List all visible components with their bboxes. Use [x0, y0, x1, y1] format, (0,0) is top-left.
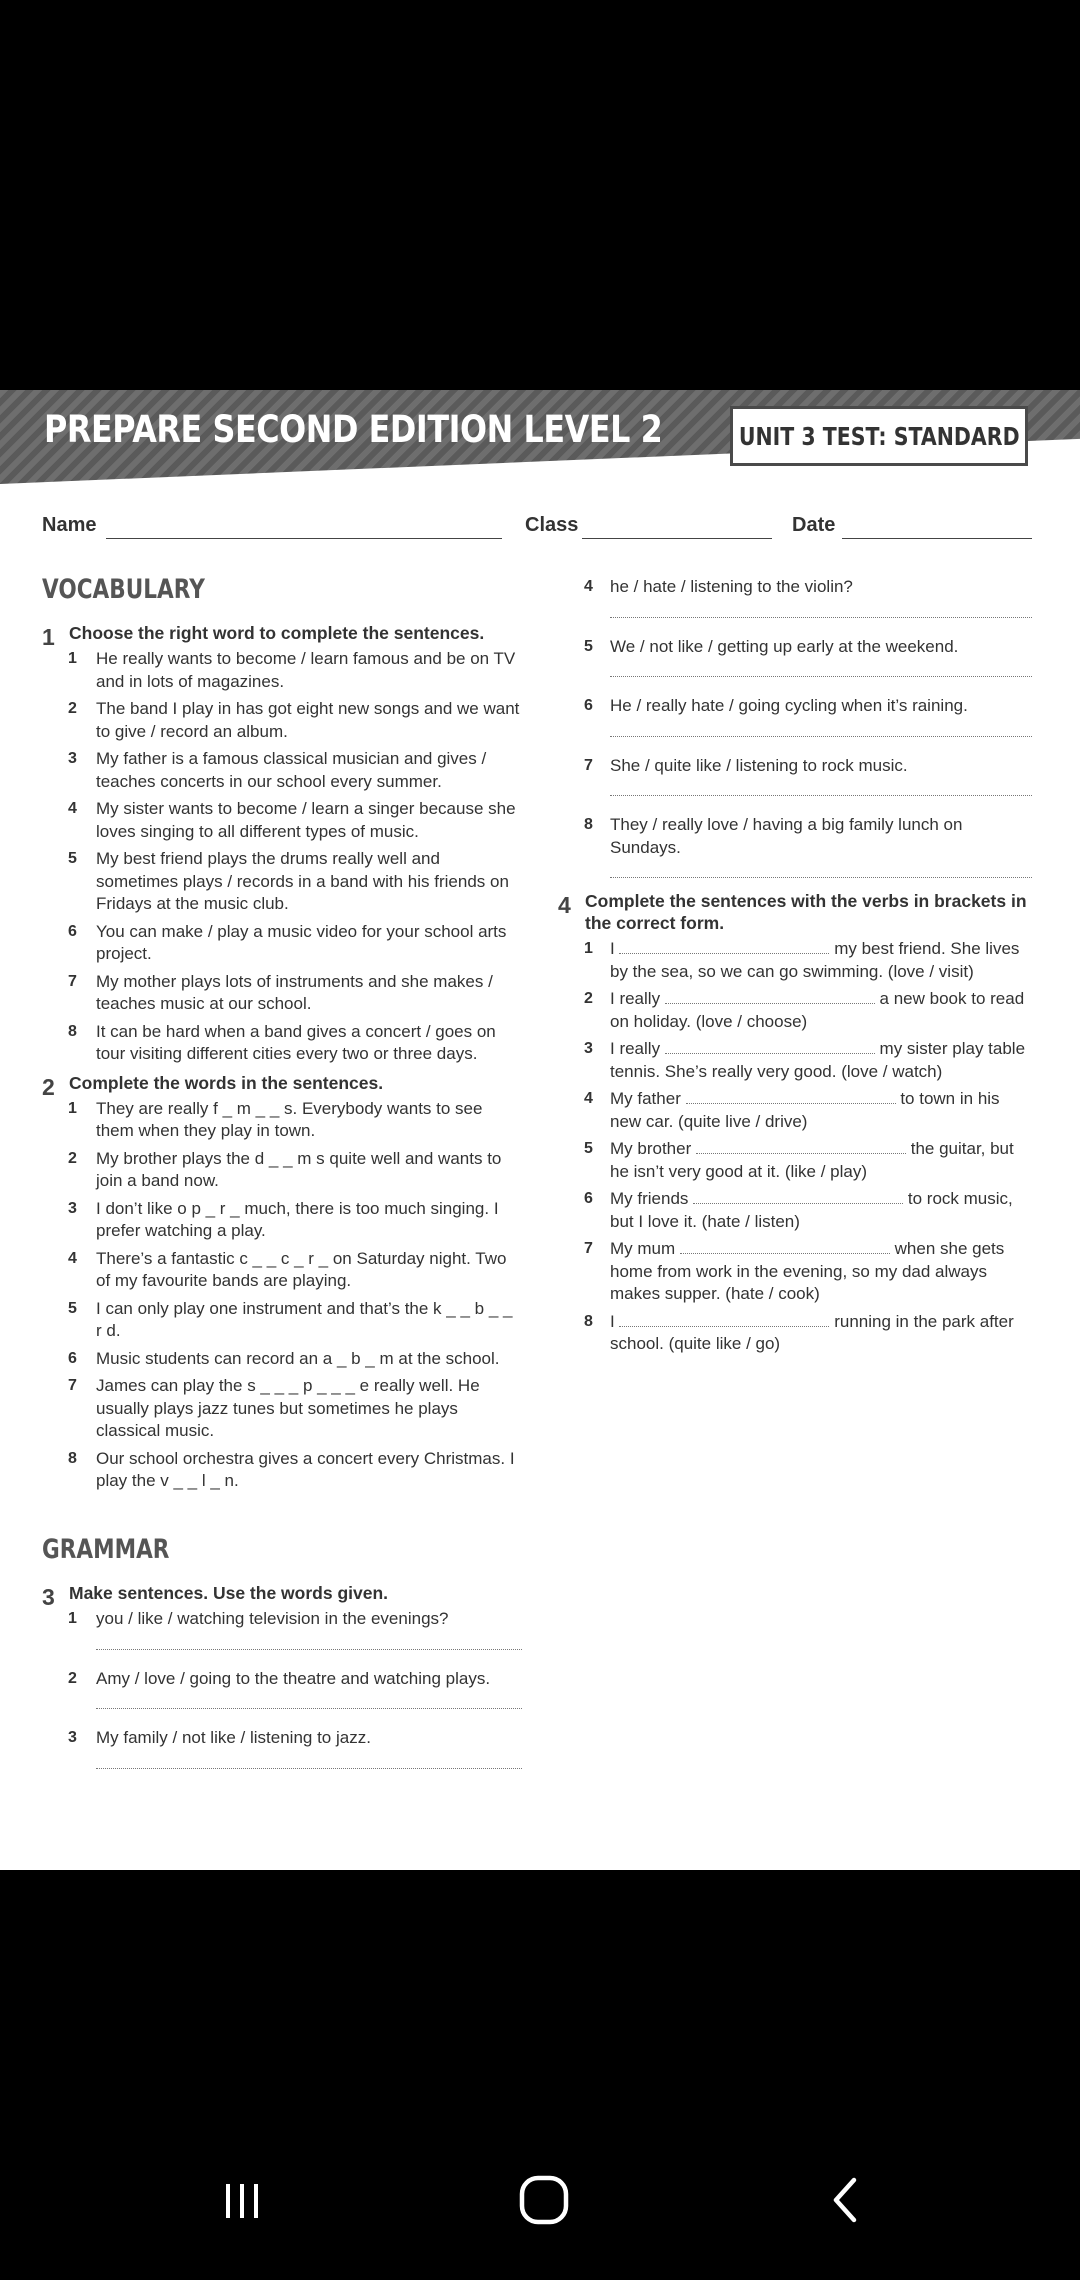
- item-number: 2: [584, 990, 593, 1007]
- list-item: My family / not like / listening to jazz.: [96, 1728, 371, 1747]
- list-item: She / quite like / listening to rock music.: [610, 755, 908, 775]
- list-item: He / really hate / going cycling when it’s raining.: [610, 696, 968, 715]
- name-label: Name: [42, 514, 97, 536]
- item-number: 7: [68, 1377, 77, 1394]
- answer-line[interactable]: [96, 1708, 522, 1709]
- list-item: He really wants to become / learn famous and be on TV and in lots of magazines.: [96, 649, 516, 691]
- item-number: 5: [584, 637, 593, 655]
- exercise-instruction: Choose the right word to complete the sentences.: [69, 623, 485, 643]
- sentence-end: a new book to read on holiday. (love / choose): [610, 989, 1025, 1031]
- class-line: [582, 538, 772, 539]
- item-number: 7: [584, 1240, 593, 1257]
- exercise-number: 4: [558, 892, 571, 918]
- sentence-end: when she gets home from work in the evening, so my dad always makes supper. (hate / cook): [610, 1239, 1005, 1303]
- name-line: [106, 538, 502, 539]
- exercise-3-left: [42, 1576, 522, 1787]
- answer-blank[interactable]: [693, 1189, 903, 1204]
- recent-apps-icon: [218, 2176, 266, 2224]
- list-item: The band I play in has got eight new songs and we want to give / record an album.: [96, 699, 520, 741]
- item-number: 1: [68, 1099, 77, 1117]
- sentence-start: My brother: [610, 1139, 692, 1158]
- answer-blank[interactable]: [665, 1039, 875, 1054]
- item-number: 5: [68, 850, 77, 867]
- sentence-end: to town in his new car. (quite live / drive): [610, 1089, 1000, 1131]
- item-number: 6: [68, 1349, 77, 1367]
- item-number: 6: [68, 922, 77, 940]
- list-item: There’s a fantastic c _ _ c _ r _ on Saturday night. Two of my favourite bands are playing.: [96, 1248, 507, 1290]
- exercise-4-header: [558, 890, 1034, 934]
- sentence-start: I: [610, 1311, 615, 1331]
- list-item: We / not like / getting up early at the weekend.: [610, 636, 959, 656]
- item-number: 3: [68, 1199, 77, 1217]
- right-column: [584, 576, 1032, 896]
- sentence-start: I really: [610, 989, 661, 1008]
- list-item: I don’t like o p _ r _ much, there is too much singing. I prefer watching a play.: [96, 1198, 499, 1240]
- answer-line[interactable]: [610, 736, 1032, 737]
- item-number: 1: [68, 1610, 77, 1627]
- item-number: 2: [68, 1669, 77, 1687]
- exercise-instruction: Make sentences. Use the words given.: [69, 1583, 389, 1603]
- date-label: Date: [792, 514, 836, 536]
- sentence-start: My mum: [610, 1239, 676, 1258]
- list-item: Our school orchestra gives a concert every Christmas. I play the v _ _ l _ n.: [96, 1448, 515, 1490]
- list-item: you / like / watching television in the evenings?: [96, 1609, 449, 1628]
- answer-blank[interactable]: [680, 1239, 890, 1254]
- list-item: You can make / play a music video for your school arts project.: [96, 921, 507, 963]
- answer-line[interactable]: [610, 676, 1032, 677]
- exercise-2-header: [42, 1072, 522, 1100]
- list-item: They are really f _ m _ _ s. Everybody wants to see them when they play in town.: [96, 1098, 483, 1140]
- item-number: 5: [68, 1299, 77, 1317]
- worksheet-page: [0, 390, 1080, 1870]
- list-item: James can play the s _ _ _ p _ _ _ e really well. He usually plays jazz tunes but sometimes he plays classical music.: [96, 1376, 480, 1440]
- sentence-start: I: [610, 939, 615, 958]
- sentence-end: to rock music, but I love it. (hate / listen): [610, 1189, 1013, 1231]
- item-number: 1: [68, 650, 77, 667]
- item-number: 8: [68, 1022, 77, 1040]
- answer-blank[interactable]: [665, 989, 875, 1004]
- unit-label: UNIT 3 TEST: STANDARD: [738, 421, 1020, 451]
- vocabulary-heading: VOCABULARY: [42, 574, 205, 605]
- list-item: My best friend plays the drums really well and sometimes plays / records in a band with his friends on Fridays at the music club.: [96, 849, 509, 913]
- sentence-end: my sister play table tennis. She’s really very good. (love / watch): [610, 1039, 1026, 1081]
- answer-blank[interactable]: [686, 1089, 896, 1104]
- sentence-start: My father: [610, 1089, 681, 1108]
- item-number: 8: [584, 1312, 593, 1330]
- student-info-row: [42, 514, 1032, 544]
- item-number: 3: [68, 750, 77, 767]
- class-label: Class: [525, 514, 579, 536]
- answer-line[interactable]: [96, 1768, 522, 1769]
- item-number: 1: [584, 940, 593, 957]
- answer-blank[interactable]: [619, 939, 829, 954]
- item-number: 6: [584, 1190, 593, 1207]
- home-button[interactable]: [504, 2168, 584, 2232]
- list-item: Amy / love / going to the theatre and watching plays.: [96, 1668, 491, 1688]
- item-number: 4: [584, 1090, 593, 1107]
- item-number: 3: [68, 1729, 77, 1746]
- exercise-4: [558, 884, 1034, 1361]
- list-item: he / hate / listening to the violin?: [610, 577, 853, 596]
- exercise-number: 1: [42, 624, 55, 650]
- page-title: PREPARE SECOND EDITION LEVEL 2: [44, 408, 663, 451]
- list-item: Music students can record an a _ b _ m at the school.: [96, 1348, 500, 1368]
- item-number: 2: [68, 700, 77, 717]
- item-number: 4: [68, 800, 77, 817]
- exercise-number: 2: [42, 1073, 55, 1100]
- list-item: My brother plays the d _ _ m s quite well and wants to join a band now.: [96, 1148, 502, 1190]
- answer-line[interactable]: [610, 795, 1032, 796]
- exercise-number: 3: [42, 1584, 55, 1610]
- list-item: They / really love / having a big family lunch on Sundays.: [610, 815, 963, 857]
- item-number: 7: [584, 756, 593, 774]
- answer-blank[interactable]: [696, 1139, 906, 1154]
- list-item: It can be hard when a band gives a concert / goes on tour visiting different cities every two or three days.: [96, 1021, 496, 1063]
- sentence-end: running in the park after school. (quite like / go): [610, 1311, 1014, 1353]
- home-icon: [516, 2174, 572, 2226]
- list-item: My sister wants to become / learn a singer because she loves singing to all different types of music.: [96, 799, 516, 841]
- item-number: 3: [584, 1040, 593, 1057]
- grammar-heading: GRAMMAR: [42, 1534, 170, 1565]
- exercise-3-header: [42, 1582, 522, 1610]
- item-number: 5: [584, 1140, 593, 1157]
- list-item: I can only play one instrument and that’s the k _ _ b _ _ r d.: [96, 1298, 513, 1340]
- answer-line[interactable]: [96, 1649, 522, 1650]
- unit-label-box: [730, 406, 1028, 466]
- recent-apps-button[interactable]: [202, 2168, 282, 2232]
- answer-line[interactable]: [610, 877, 1032, 878]
- system-navigation-bar: [0, 2120, 1080, 2280]
- left-column: [42, 616, 522, 1498]
- list-item: My mother plays lots of instruments and she makes / teaches music at our school.: [96, 971, 493, 1013]
- item-number: 2: [68, 1149, 77, 1167]
- sentence-start: My friends: [610, 1189, 689, 1208]
- exercise-instruction: Complete the words in the sentences.: [69, 1072, 384, 1093]
- back-icon: [826, 2174, 866, 2226]
- item-number: 8: [68, 1449, 77, 1467]
- date-line: [842, 538, 1032, 539]
- item-number: 4: [68, 1249, 77, 1267]
- back-button[interactable]: [806, 2168, 886, 2232]
- sentence-end: the guitar, but he isn’t very good at it. (like / play): [610, 1139, 1014, 1181]
- item-number: 6: [584, 697, 593, 714]
- item-number: 7: [68, 972, 77, 990]
- exercise-instruction: Complete the sentences with the verbs in brackets in the correct form.: [585, 891, 1027, 933]
- answer-blank[interactable]: [619, 1312, 829, 1327]
- answer-line[interactable]: [610, 617, 1032, 618]
- list-item: My father is a famous classical musician and gives / teaches concerts in our school every summer.: [96, 749, 487, 791]
- item-number: 4: [584, 578, 593, 595]
- sentence-start: I really: [610, 1039, 661, 1058]
- exercise-1-header: [42, 622, 522, 650]
- item-number: 8: [584, 816, 593, 833]
- sentence-end: my best friend. She lives by the sea, so we can go swimming. (love / visit): [610, 939, 1020, 981]
